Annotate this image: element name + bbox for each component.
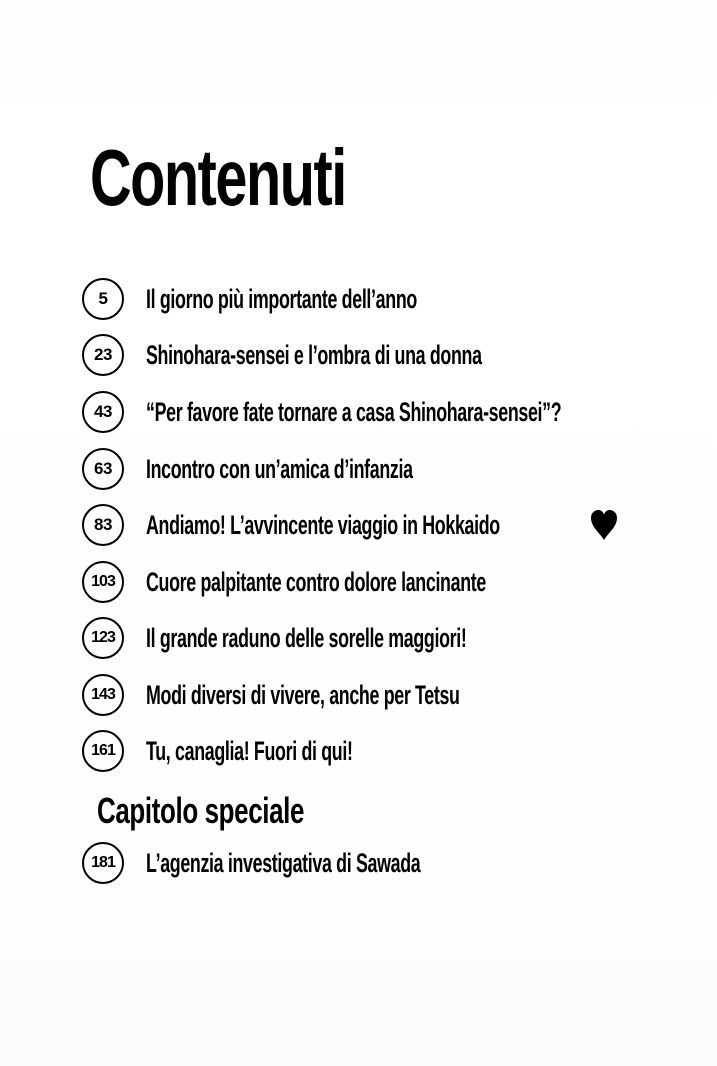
chapter-entry	[82, 840, 562, 886]
chapter-entry	[82, 672, 621, 718]
page-number-badge: 43	[82, 391, 124, 433]
page-title: Contenuti	[90, 133, 346, 222]
chapter-title: Modi diversi di vivere, anche per Tetsu	[146, 679, 460, 710]
chapter-entry	[82, 728, 459, 774]
chapter-title: Cuore palpitante contro dolore lancinante	[146, 566, 486, 597]
chapter-title: L’agenzia investigativa di Sawada	[146, 847, 421, 878]
chapter-title: Il giorno più importante dell’anno	[146, 283, 417, 314]
heart-icon	[590, 509, 618, 541]
chapter-entry	[82, 389, 717, 435]
page-number-badge: 123	[82, 617, 124, 659]
page-number-badge: 161	[82, 730, 124, 772]
page-number-badge: 143	[82, 674, 124, 716]
page-number-badge: 63	[82, 448, 124, 490]
chapter-title: Andiamo! L’avvincente viaggio in Hokkaido	[146, 509, 500, 540]
chapter-title: Shinohara-sensei e l’ombra di una donna	[146, 339, 482, 370]
page-number-badge: 103	[82, 561, 124, 603]
chapter-title: Il grande raduno delle sorelle maggiori!	[146, 622, 467, 653]
chapter-title: “Per favore fate tornare a casa Shinohara-sensei”?	[146, 396, 562, 427]
chapter-entry	[82, 559, 661, 605]
chapter-entry	[82, 446, 550, 492]
chapter-entry	[82, 332, 655, 378]
chapter-entry	[82, 502, 702, 548]
chapter-entry	[82, 276, 557, 322]
page-number-badge: 23	[82, 334, 124, 376]
chapter-title: Incontro con un’amica d’infanzia	[146, 453, 413, 484]
page-number-badge: 83	[82, 504, 124, 546]
page-number-badge: 181	[82, 842, 124, 884]
chapter-title: Tu, canaglia! Fuori di qui!	[146, 735, 353, 766]
page-number-badge: 5	[82, 278, 124, 320]
special-chapter-heading: Capitolo speciale	[97, 790, 305, 831]
chapter-entry	[82, 615, 632, 661]
